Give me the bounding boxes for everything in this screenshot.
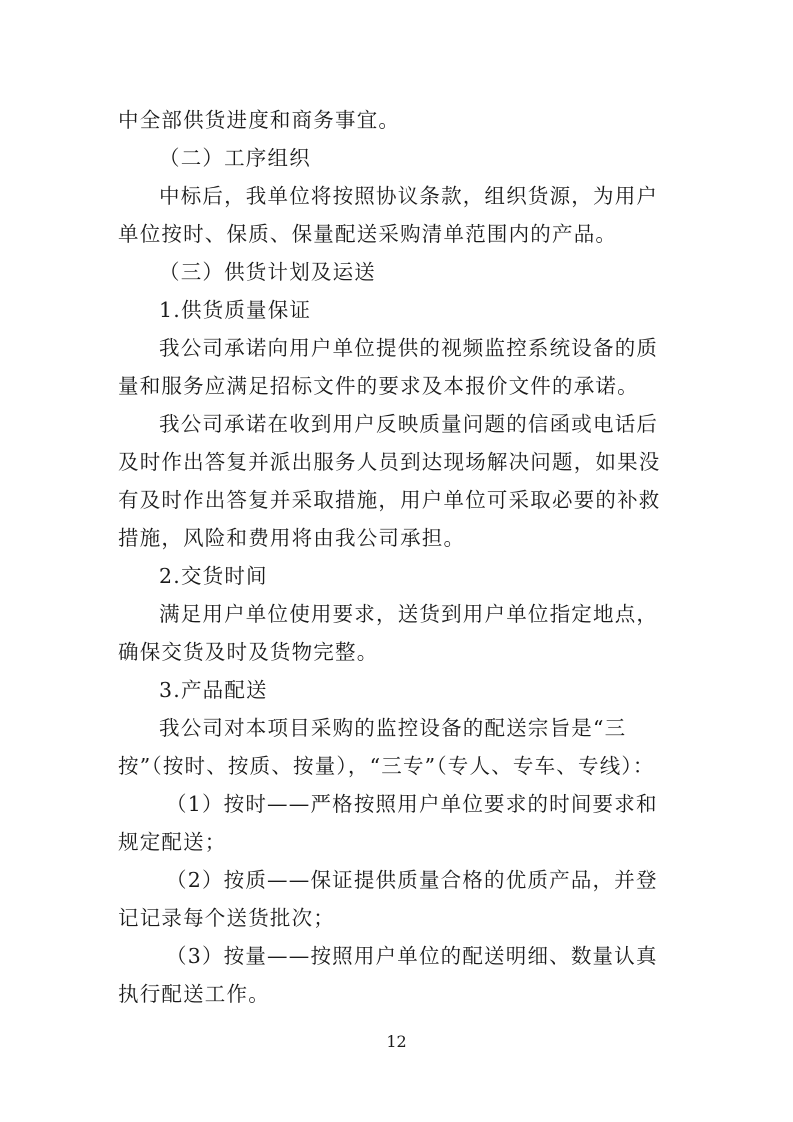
paragraph-quality-response: 我公司承诺在收到用户反映质量问题的信函或电话后及时作出答复并派出服务人员到达现场解决问题，如果没有及时作出答复并采取措施，用户单位可采取必要的补救措施，风险和费用将由我公司承担。 (118, 412, 661, 550)
page-number: 12 (386, 1032, 407, 1051)
list-item-quality: （2）按质——保证提供质量合格的优质产品，并登记记录每个送货批次； (118, 868, 658, 930)
paragraph-delivery-principle: 我公司对本项目采购的监控设备的配送宗旨是“三按”（按时、按质、按量），“三专”（专人、专车、专线）： (118, 716, 655, 778)
subheading-quality-guarantee: 1.供货质量保证 (159, 298, 312, 322)
paragraph-quality-commitment: 我公司承诺向用户单位提供的视频监控系统设备的质量和服务应满足招标文件的要求及本报价文件的承诺。 (118, 336, 659, 398)
subheading-delivery-time: 2.交货时间 (159, 564, 268, 588)
list-item-on-time: （1）按时——严格按照用户单位要求的时间要求和规定配送； (118, 792, 658, 854)
section-heading-supply-plan: （三）供货计划及运送 (159, 260, 376, 284)
list-item-quantity: （3）按量——按照用户单位的配送明细、数量认真执行配送工作。 (118, 944, 658, 1006)
paragraph-continuation: 中全部供货进度和商务事宜。 (118, 108, 401, 132)
paragraph-delivery-time: 满足用户单位使用要求，送货到用户单位指定地点，确保交货及时及货物完整。 (118, 602, 659, 664)
subheading-product-delivery: 3.产品配送 (159, 678, 268, 702)
section-heading-process: （二）工序组织 (159, 146, 311, 170)
paragraph-process: 中标后，我单位将按照协议条款，组织货源，为用户单位按时、保质、保量配送采购清单范围内的产品。 (118, 184, 659, 246)
